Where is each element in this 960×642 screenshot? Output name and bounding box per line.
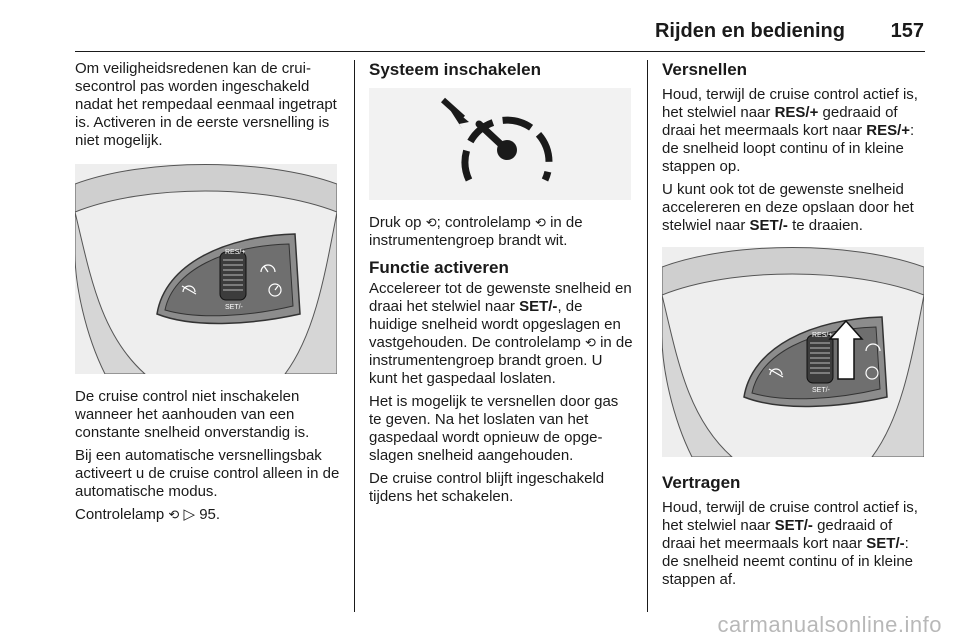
page-reference: 95. <box>199 506 221 523</box>
text: : de snelheid neemt continu of in kleine stappen af. <box>662 535 914 588</box>
cruise-control-button-icon: ⟲ <box>425 215 437 230</box>
cruise-control-lamp-icon: ⟲ <box>584 335 596 350</box>
page-number: 157 <box>890 20 924 42</box>
bold-term: RES/+ <box>866 122 911 139</box>
column-left <box>75 60 340 529</box>
column-divider <box>647 60 648 612</box>
text: in de instrumentengroep brandt wit. <box>369 214 583 249</box>
set-label: SET/- <box>225 304 243 311</box>
text: : de snelheid loopt continu of in kleine stappen op. <box>662 122 915 175</box>
cruise-control-symbol-illustration <box>369 88 631 200</box>
text: Druk op <box>369 214 422 231</box>
bold-term: SET/- <box>866 535 905 552</box>
paragraph: Om veiligheidsredenen kan de crui-secontrol pas worden ingeschakeld nadat het rempedaal eenmaal ingetrapt is. Activeren in de eerste versnelling is niet mogelijk. <box>75 60 337 149</box>
section-heading: Functie activeren <box>369 258 509 277</box>
reference-arrow-icon: ▷ <box>183 506 196 523</box>
column-divider <box>354 60 355 612</box>
text: in de instrumentengroep brandt groen. U kunt het gaspedaal loslaten. <box>369 334 633 387</box>
res-label: RES/+ <box>225 249 246 256</box>
column-right <box>662 60 927 594</box>
text: , de huidige snelheid wordt opgeslagen en vastgehouden. De controlelamp <box>369 298 621 351</box>
section-title: Rijden en bediening <box>654 20 845 42</box>
text: Houd, terwijl de cruise control actief is, het stelwiel naar <box>662 86 918 121</box>
paragraph <box>369 214 633 250</box>
bold-term: SET/- <box>519 298 558 315</box>
text: Accelereer tot de gewenste snelheid en draai het stelwiel naar <box>369 280 632 315</box>
set-label: SET/- <box>812 387 830 394</box>
text: ; controlelamp <box>436 214 531 231</box>
text: Controlelamp <box>75 506 165 523</box>
paragraph <box>75 506 340 524</box>
paragraph <box>662 181 927 235</box>
text: Houd, terwijl de cruise control actief is, het stelwiel naar <box>662 499 918 534</box>
paragraph <box>369 280 633 388</box>
cruise-control-lamp-icon: ⟲ <box>535 215 546 230</box>
header-rule <box>75 51 925 52</box>
cruise-control-lamp-icon: ⟲ <box>168 507 180 522</box>
paragraph <box>662 499 927 589</box>
text: U kunt ook tot de gewenste snelheid accelereren en deze opslaan door het stelwiel naar <box>662 181 914 234</box>
text: te draaien. <box>792 217 863 234</box>
paragraph: Bij een automatische versnellingsbak activeert u de cruise control alleen in de automatische modus. <box>75 447 340 500</box>
section-heading: Versnellen <box>662 60 748 79</box>
column-middle <box>369 60 633 511</box>
text: gedraaid of draai het meermaals kort naar <box>662 517 893 552</box>
steering-wheel-illustration <box>75 164 337 374</box>
paragraph: Het is mogelijk te versnellen door gas te geven. Na het loslaten van het gaspedaal wordt opnieuw de opge-slagen snelheid aangehouden. <box>369 393 619 464</box>
text: gedraaid of draai het meermaals kort naar <box>662 104 898 139</box>
paragraph <box>662 86 927 176</box>
paragraph: De cruise control blijft ingeschakeld tijdens het schakelen. <box>369 470 605 505</box>
paragraph: De cruise control niet inschakelen wanneer het aanhouden van een constante snelheid onverstandig is. <box>75 388 310 441</box>
section-heading: Vertragen <box>662 473 741 492</box>
section-heading: Systeem inschakelen <box>369 60 541 79</box>
steering-wheel-illustration-accelerate <box>662 247 924 457</box>
bold-term: SET/- <box>774 517 813 534</box>
bold-term: RES/+ <box>774 104 819 121</box>
watermark: carmanualsonline.info <box>717 612 942 637</box>
bold-term: SET/- <box>749 217 788 234</box>
page-header <box>0 0 960 60</box>
res-label: RES/+ <box>812 332 833 339</box>
